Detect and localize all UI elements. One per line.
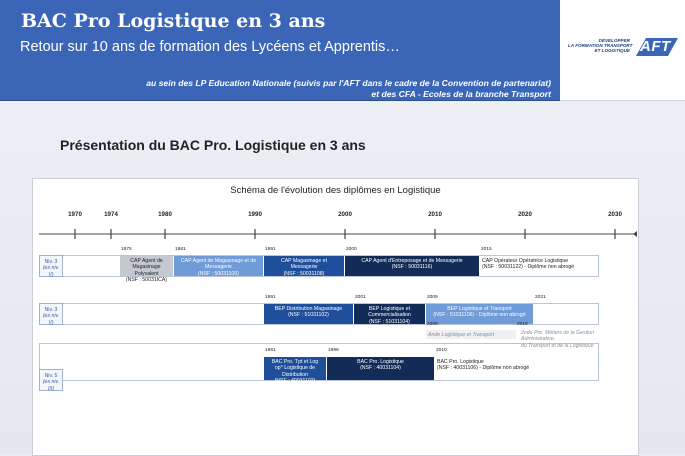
diploma-line: (NSF : 40031104) (360, 365, 401, 372)
diploma-block (264, 256, 344, 276)
note-line: du Transport et de la Logistique (521, 342, 594, 349)
diploma-line: BEP Distribution Magasinage (274, 306, 343, 312)
block-start-year: 1991 (265, 348, 276, 353)
diploma-line: (NSF : 50031109) (198, 270, 239, 277)
year-label: 2010 (428, 211, 442, 218)
diploma-line: Magasinage (132, 264, 161, 271)
diploma-block (327, 357, 434, 380)
diploma-block (264, 357, 326, 384)
diploma-line: (NSF : 50031108) (283, 270, 325, 277)
level-label: Niv. 3 (44, 259, 58, 265)
diploma-line: (NSF : 50031ICA) (125, 276, 168, 283)
level-sublabel: (ex niv. III) (42, 379, 60, 392)
logo-tagline (568, 38, 633, 54)
diploma-block (354, 304, 425, 324)
diploma-line: CAP Opérateur Opératrice Logistique (482, 258, 569, 264)
diploma-line: op° Logistique de (274, 365, 316, 372)
future-diploma-note (519, 328, 599, 349)
year-label: 1980 (158, 211, 172, 218)
block-start-year: 2015 (481, 247, 492, 252)
diploma-line: (NSF : 50031122) - Diplôme non abrogé (482, 264, 575, 271)
diploma-line: BEP Logistique et Transport (447, 306, 512, 312)
note-start-year: 2019 (517, 322, 528, 327)
diploma-line: (NSF : 40031102) (274, 377, 316, 384)
block-start-year: 2010 (436, 348, 447, 353)
level-label: Niv. 5 (44, 373, 58, 379)
faded-diploma-block: Ande Logistique et Transport (426, 330, 516, 339)
diploma-line: (NSF : 50031116) (391, 264, 433, 271)
diploma-line: BAC Pro. Logistique (357, 359, 404, 365)
section-title: Présentation du BAC Pro. Logistique en 3 ans (60, 137, 366, 153)
logo-tagline-line: ET LOGISTIQUE (594, 48, 630, 54)
diploma-line: Distribution (282, 371, 308, 378)
logo-area (560, 0, 685, 101)
diploma-line: CAP Agent de Magasinage et de (180, 258, 257, 264)
row-level-label (39, 303, 63, 325)
logo-tagline-line: LA FORMATION TRANSPORT (568, 43, 633, 49)
block-start-year: 2009 (427, 295, 438, 300)
block-start-year: 2001 (355, 295, 366, 300)
faded-start-year: 2009 (427, 322, 438, 327)
diploma-line: BAC Pro. Logistique (437, 359, 484, 365)
diploma-line: Polyvalent (134, 270, 159, 277)
block-start-year: 1998 (328, 348, 339, 353)
schema-title: Schéma de l'évolution des diplômes en Logistique (230, 185, 441, 196)
diploma-block (264, 304, 353, 324)
level-label: Niv. 3 (44, 307, 58, 313)
block-start-year: 1975 (121, 247, 132, 252)
block-start-year: 1981 (175, 247, 186, 252)
diploma-block (174, 256, 263, 276)
block-start-year: 1991 (265, 295, 276, 300)
diploma-block (435, 357, 598, 380)
page-subtitle: Retour sur 10 ans de formation des Lycéens et Apprentis… (20, 39, 400, 55)
year-label: 1990 (248, 211, 262, 218)
year-label: 2030 (608, 211, 622, 218)
level-sublabel: (ex niv. V) (42, 265, 60, 278)
context-note-line1: au sein des LP Education Nationale (suivis par l'AFT dans le cadre de la Convention de partenariat) (146, 78, 551, 88)
diploma-line: BAC Pro. Tpt et Log (271, 359, 319, 365)
block-start-year: 2021 (535, 295, 546, 300)
year-label: 1974 (104, 211, 118, 218)
diploma-line: Messagerie (205, 264, 232, 271)
diploma-line: CAP Agent de (130, 258, 163, 264)
context-note-line2: et des CFA - Ecoles de la branche Transport (371, 89, 551, 99)
row-level-label (39, 255, 63, 277)
diploma-line: CAP Agent d'Entreposage et de Messagerie (361, 258, 463, 264)
diploma-block (480, 256, 598, 276)
block-start-year: 1991 (265, 247, 276, 252)
level-sublabel: (ex niv. V) (42, 313, 60, 326)
diploma-line: Messagerie (290, 264, 318, 271)
page-title: BAC Pro Logistique en 3 ans (21, 10, 326, 32)
diploma-line: (NSF : 51031104) (369, 318, 410, 325)
row-level-label (39, 369, 63, 391)
year-label: 2020 (518, 211, 532, 218)
diploma-line: (NSF : 51031102) (288, 312, 329, 319)
header-banner (0, 0, 560, 101)
logo-label: AFT (640, 38, 671, 55)
block-start-year: 2000 (346, 247, 357, 252)
diploma-line: CAP Magasinage et (280, 258, 328, 264)
year-label: 1970 (68, 211, 82, 218)
diploma-block (426, 304, 533, 324)
year-label: 2000 (338, 211, 352, 218)
logo-tagline-line: DÉVELOPPER (598, 38, 630, 43)
note-line: 2nde Pro. Métiers de la Gestion Administrative, (521, 330, 594, 343)
diploma-block (120, 256, 173, 283)
diploma-block (345, 256, 479, 276)
diploma-line: Commercialisation (368, 312, 411, 319)
diploma-line: BEP Logistique et (368, 306, 411, 312)
diploma-line: (NSF : 51031106) - Diplôme non abrogé (433, 312, 526, 319)
schema-panel (32, 178, 639, 456)
diploma-line: (NSF : 40031106) - Diplôme non abrogé (437, 365, 530, 372)
